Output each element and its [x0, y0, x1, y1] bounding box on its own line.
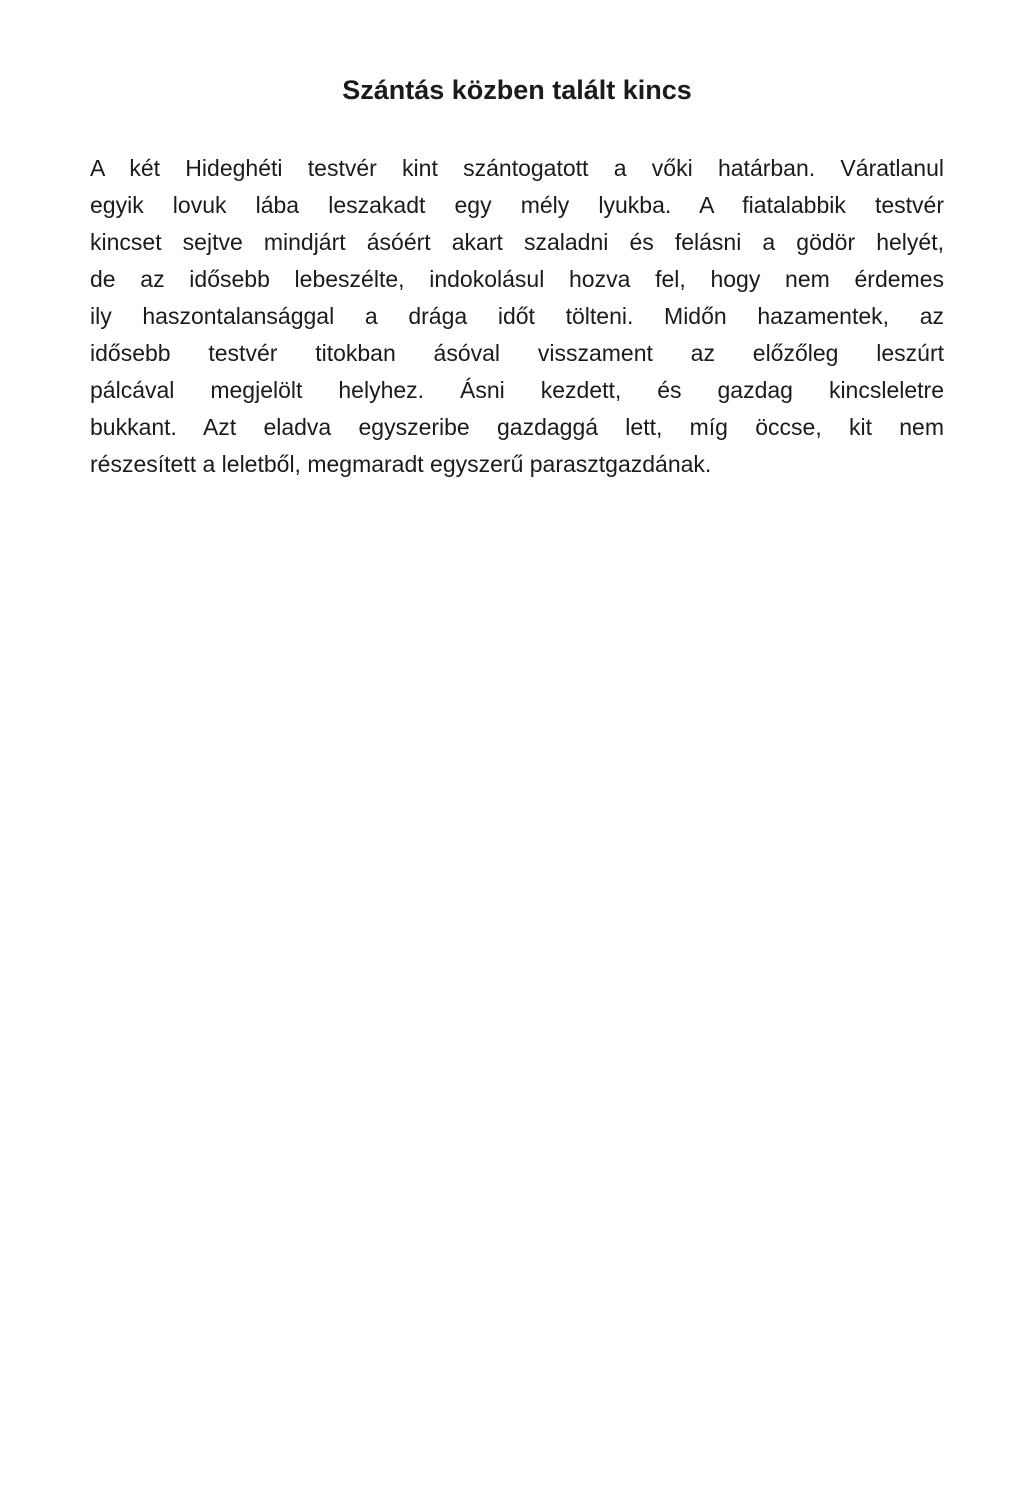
paragraph-line: A két Hideghéti testvér kint szántogatott a vőki határban. Váratlanul: [90, 155, 944, 181]
paragraph-line: pálcával megjelölt helyhez. Ásni kezdett, és gazdag kincsleletre: [90, 377, 944, 403]
body-paragraph: [90, 150, 944, 483]
paragraph-line: bukkant. Azt eladva egyszeribe gazdaggá lett, míg öccse, kit nem: [90, 414, 944, 440]
paragraph-line: egyik lovuk lába leszakadt egy mély lyukba. A fiatalabbik testvér: [90, 192, 944, 218]
page-title: Szántás közben talált kincs: [342, 75, 692, 105]
paragraph-line: részesített a leletből, megmaradt egyszerű parasztgazdának.: [90, 451, 712, 477]
paragraph-line: idősebb testvér titokban ásóval visszament az előzőleg leszúrt: [90, 340, 944, 366]
paragraph-line: kincset sejtve mindjárt ásóért akart szaladni és felásni a gödör helyét,: [90, 229, 944, 255]
paragraph-line: ily haszontalansággal a drága időt tölteni. Midőn hazamentek, az: [90, 303, 944, 329]
paragraph-line: de az idősebb lebeszélte, indokolásul hozva fel, hogy nem érdemes: [90, 266, 944, 292]
